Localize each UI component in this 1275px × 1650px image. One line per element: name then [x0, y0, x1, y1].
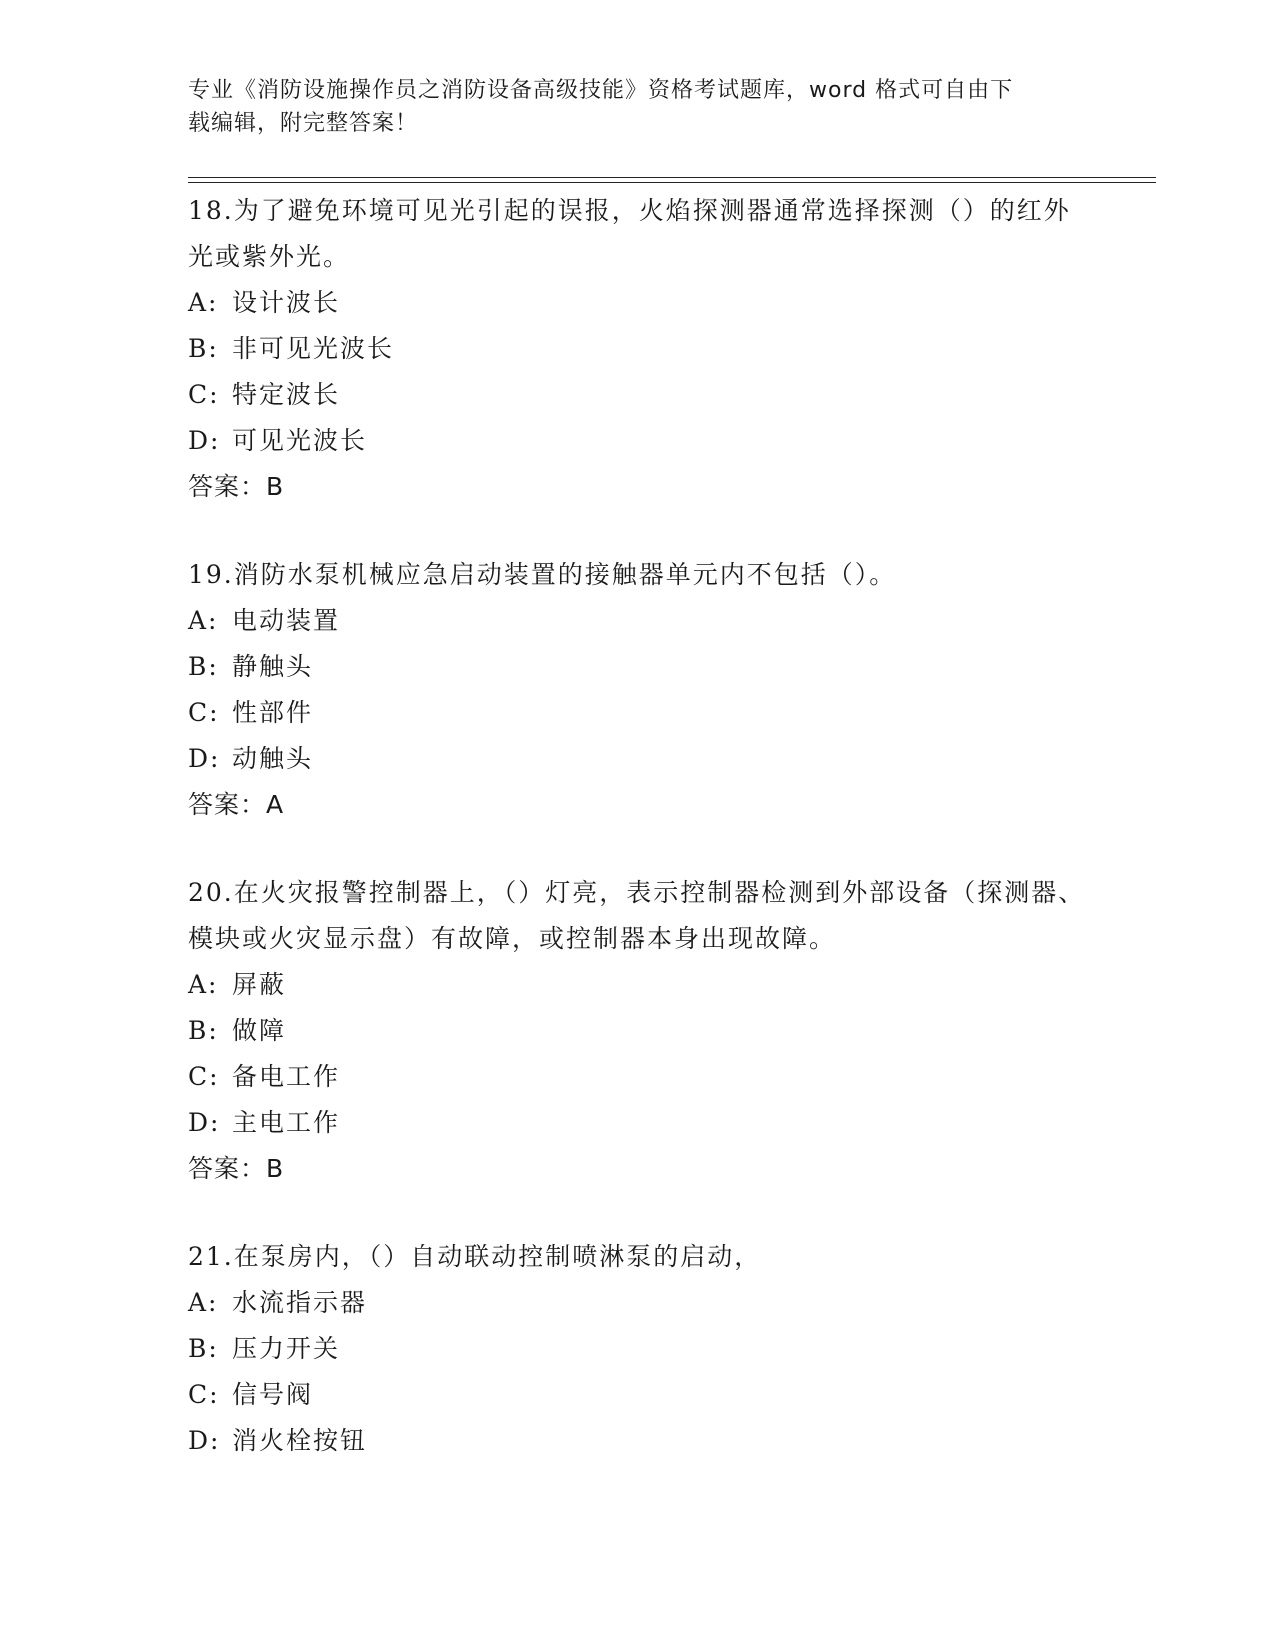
- option-letter: C:: [188, 698, 220, 727]
- option-letter: B:: [188, 652, 219, 681]
- option-letter: D:: [188, 1108, 221, 1137]
- option-d: [188, 1100, 1088, 1146]
- option-a: [188, 598, 1088, 644]
- answer-line: 答案：B: [188, 1154, 285, 1183]
- header-line-1: 专业《消防设施操作员之消防设备高级技能》资格考试题库，word 格式可自由下: [188, 78, 1014, 103]
- option-letter: A:: [188, 288, 219, 317]
- option-d: [188, 418, 1088, 464]
- question-stem: 21.在泵房内，（）自动联动控制喷淋泵的启动，: [188, 1242, 762, 1271]
- option-text: 特定波长: [232, 380, 341, 409]
- option-a: [188, 1280, 1088, 1326]
- option-letter: D:: [188, 1426, 221, 1455]
- question-stem: 18.为了避免环境可见光引起的误报，火焰探测器通常选择探测（）的红外光或紫外光。: [188, 196, 1071, 271]
- option-letter: C:: [188, 380, 220, 409]
- option-d: [188, 736, 1088, 782]
- option-letter: D:: [188, 744, 221, 773]
- header-divider-top: [188, 177, 1156, 178]
- option-text: 动触头: [232, 744, 314, 773]
- option-letter: D:: [188, 426, 221, 455]
- question-19: [188, 552, 1088, 828]
- option-b: [188, 326, 1088, 372]
- option-text: 主电工作: [232, 1108, 341, 1137]
- question-stem: 20.在火灾报警控制器上，（）灯亮，表示控制器检测到外部设备（探测器、模块或火灾显示盘）有故障，或控制器本身出现故障。: [188, 878, 1086, 953]
- option-a: [188, 962, 1088, 1008]
- option-text: 水流指示器: [232, 1288, 368, 1317]
- document-header: [188, 74, 1088, 140]
- option-c: [188, 372, 1088, 418]
- option-text: 信号阀: [232, 1380, 314, 1409]
- option-d: [188, 1418, 1088, 1464]
- question-18: [188, 188, 1088, 510]
- option-c: [188, 1372, 1088, 1418]
- header-divider-bottom: [188, 182, 1156, 183]
- option-text: 屏蔽: [232, 970, 287, 999]
- option-letter: C:: [188, 1380, 220, 1409]
- option-text: 压力开关: [232, 1334, 341, 1363]
- answer-line: 答案：B: [188, 472, 285, 501]
- option-c: [188, 690, 1088, 736]
- option-text: 静触头: [232, 652, 314, 681]
- option-text: 电动装置: [232, 606, 341, 635]
- answer-line: 答案：A: [188, 790, 285, 819]
- header-line-2: 载编辑，附完整答案！: [188, 111, 419, 136]
- question-stem: 19.消防水泵机械应急启动装置的接触器单元内不包括（）。: [188, 560, 897, 589]
- option-text: 消火栓按钮: [232, 1426, 368, 1455]
- option-text: 备电工作: [232, 1062, 341, 1091]
- option-letter: A:: [188, 1288, 219, 1317]
- option-letter: C:: [188, 1062, 220, 1091]
- option-text: 非可见光波长: [232, 334, 395, 363]
- option-text: 设计波长: [232, 288, 341, 317]
- option-c: [188, 1054, 1088, 1100]
- option-a: [188, 280, 1088, 326]
- option-letter: B:: [188, 334, 219, 363]
- option-text: 做障: [232, 1016, 287, 1045]
- option-letter: B:: [188, 1334, 219, 1363]
- question-21: [188, 1234, 1088, 1464]
- option-letter: A:: [188, 970, 219, 999]
- option-b: [188, 644, 1088, 690]
- option-text: 性部件: [232, 698, 314, 727]
- option-b: [188, 1008, 1088, 1054]
- question-20: [188, 870, 1088, 1192]
- option-letter: A:: [188, 606, 219, 635]
- option-b: [188, 1326, 1088, 1372]
- question-list: [188, 188, 1088, 1506]
- option-letter: B:: [188, 1016, 219, 1045]
- option-text: 可见光波长: [232, 426, 368, 455]
